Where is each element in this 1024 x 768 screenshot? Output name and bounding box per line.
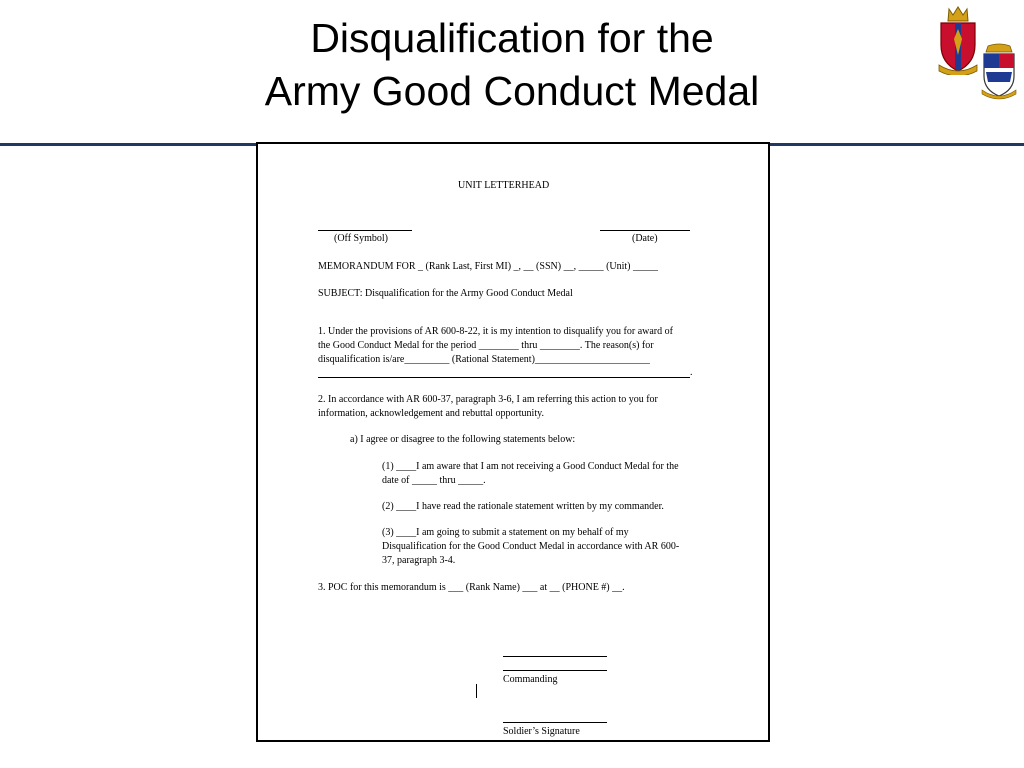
para-2-line-1: 2. In accordance with AR 600-37, paragraph 3-6, I am referring this action to you for bbox=[318, 394, 658, 405]
memorandum-for: MEMORANDUM FOR _ (Rank Last, First MI) _, __ (SSN) __, _____ (Unit) _____ bbox=[318, 261, 659, 272]
unit-insignia-icon bbox=[980, 42, 1018, 100]
para-1-line-3: disqualification is/are_________ (Rational Statement)_______________________ bbox=[318, 354, 650, 365]
slide-title-line-2: Army Good Conduct Medal bbox=[264, 68, 760, 114]
memo-subject: SUBJECT: Disqualification for the Army Good Conduct Medal bbox=[318, 288, 573, 299]
regimental-crest-icon bbox=[935, 5, 981, 75]
commanding-label: Commanding bbox=[503, 674, 558, 685]
commander-signature-line-2 bbox=[503, 670, 607, 671]
statement-3-line-2: Disqualification for the Good Conduct Medal in accordance with AR 600- bbox=[382, 541, 680, 552]
para-2a: a) I agree or disagree to the following statements below: bbox=[350, 434, 576, 445]
commander-signature-line-1 bbox=[503, 656, 607, 657]
statement-1-line-1: (1) ____I am aware that I am not receiving a Good Conduct Medal for the bbox=[382, 461, 679, 472]
statement-1-line-2: date of _____ thru _____. bbox=[382, 475, 486, 486]
para-2-line-2: information, acknowledgement and rebuttal opportunity. bbox=[318, 408, 544, 419]
statement-2: (2) ____I have read the rationale statement written by my commander. bbox=[382, 501, 664, 512]
rationale-line bbox=[318, 377, 690, 378]
statement-3-line-3: 37, paragraph 3-4. bbox=[382, 555, 456, 566]
slide-title-line-1: Disqualification for the bbox=[310, 15, 714, 61]
statement-3-line-1: (3) ____I am going to submit a statement on my behalf of my bbox=[382, 527, 629, 538]
date-label: (Date) bbox=[632, 233, 658, 244]
soldier-signature-line bbox=[503, 722, 607, 723]
slide-title bbox=[212, 12, 812, 118]
date-line bbox=[600, 230, 690, 231]
para-1-line-4: . bbox=[690, 367, 693, 378]
soldier-signature-label: Soldier’s Signature bbox=[503, 726, 580, 737]
para-3-poc: 3. POC for this memorandum is ___ (Rank Name) ___ at __ (PHONE #) __. bbox=[318, 582, 625, 593]
off-symbol-line bbox=[318, 230, 412, 231]
para-1-line-1: 1. Under the provisions of AR 600-8-22, it is my intention to disqualify you for award of bbox=[318, 326, 673, 337]
unit-letterhead: UNIT LETTERHEAD bbox=[458, 180, 550, 191]
text-cursor-mark bbox=[476, 684, 477, 698]
para-1-line-2: the Good Conduct Medal for the period ________ thru ________. The reason(s) for bbox=[318, 340, 654, 351]
memorandum-document bbox=[256, 142, 770, 742]
off-symbol-label: (Off Symbol) bbox=[334, 233, 388, 244]
